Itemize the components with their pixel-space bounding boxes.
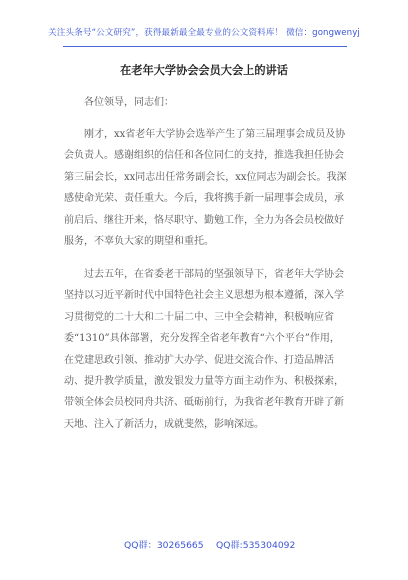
- header-divider: [63, 46, 347, 47]
- salutation-paragraph: 各位领导，同志们：: [64, 97, 174, 108]
- body-paragraph-2: 过去五年，在省委老干部局的坚强领导下，省老年大学协会坚持以习近平新时代中国特色社会主义思想为根本遵循，深入学习贯彻党的二十大和二十届二中、三中全会精神，积极响应省委“1310”具体部署，充分发挥全省老年教育“六个平台”作用，在党建思政引领、推动扩大办学、促进交流合作、打造品牌活动、提升教学质量，激发银发力量等方面主动作为、积极探索，带领全体会员校同舟共济、砥砺前行，为我省老年教育开辟了新天地、注入了新活力，成就斐然，影响深远。: [64, 269, 344, 430]
- footer-qq-group-2: QQ群:535304092: [216, 540, 296, 551]
- header-notice: 关注头条号“公文研究”，获得最新最全最专业的公文资料库！ 微信：gongwenyj: [48, 28, 360, 38]
- body-paragraph-1: 刚才，xx省老年大学协会选举产生了第三届理事会成员及协会负责人。感谢组织的信任和各位同仁的支持，推选我担任协会第三届会长，xx同志出任常务副会长，xx位同志为副会长。我深感使命光荣、责任重大。今后，我将携手新一届理事会成员，承前启后、继往开来，恪尽职守、勤勉工作，全力为各会员校做好服务，不辜负大家的期望和重托。: [64, 129, 347, 248]
- document-title: 在老年大学协会会员大会上的讲话: [120, 63, 288, 77]
- footer-qq-group-1: QQ群：30265665: [124, 540, 204, 551]
